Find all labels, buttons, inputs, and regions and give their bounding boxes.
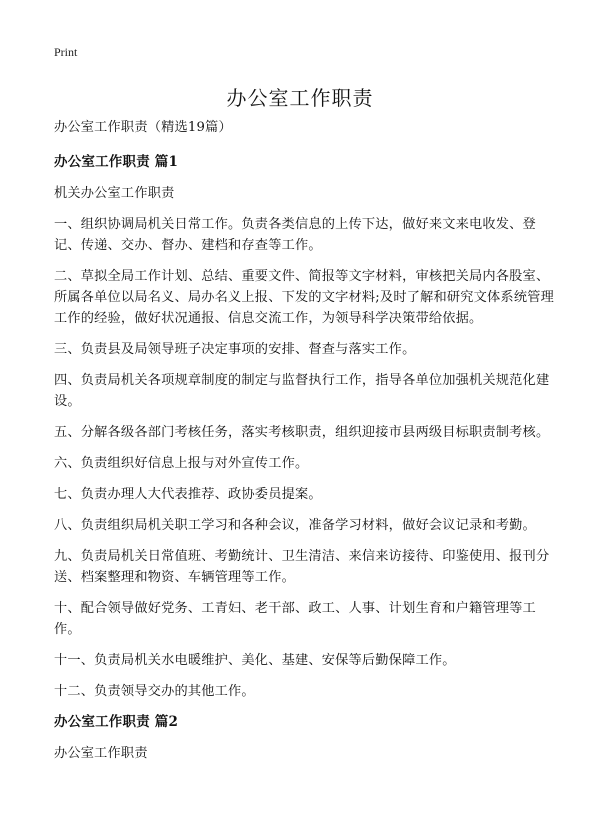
document-subtitle: 办公室工作职责（精选19篇）	[54, 120, 232, 135]
section-heading-1: 办公室工作职责 篇1	[54, 154, 179, 170]
duty-item-12: 十二、负责领导交办的其他工作。	[54, 684, 255, 699]
document-title: 办公室工作职责	[226, 86, 374, 110]
print-label: Print	[54, 45, 78, 59]
duty-item-7: 七、负责办理人大代表推荐、政协委员提案。	[54, 487, 322, 502]
duty-item-9: 九、负责局机关日常值班、考勤统计、卫生清洁、来信来访接待、印鉴使用、报刊分送、档案整理和物资、车辆管理等工作。	[54, 549, 550, 585]
duty-item-8: 八、负责组织局机关职工学习和各种会议，准备学习材料，做好会议记录和考勤。	[54, 518, 536, 533]
document-body	[54, 117, 554, 774]
section-heading-2: 办公室工作职责 篇2	[54, 714, 179, 730]
duty-item-11: 十一、负责局机关水电暖维护、美化、基建、安保等后勤保障工作。	[54, 653, 456, 668]
duty-item-3: 三、负责县及局领导班子决定事项的安排、督查与落实工作。	[54, 342, 416, 357]
duty-item-4: 四、负责局机关各项规章制度的制定与监督执行工作，指导各单位加强机关规范化建设。	[54, 373, 550, 409]
duty-item-1: 一、组织协调局机关日常工作。负责各类信息的上传下达，做好来文来电收发、登记、传递、交办、督办、建档和存查等工作。	[54, 217, 536, 253]
duty-item-6: 六、负责组织好信息上报与对外宣传工作。	[54, 456, 309, 471]
section-intro-1: 机关办公室工作职责	[54, 186, 175, 201]
duty-item-5: 五、分解各级各部门考核任务，落实考核职责，组织迎接市县两级目标职责制考核。	[54, 425, 550, 440]
duty-item-2: 二、草拟全局工作计划、总结、重要文件、简报等文字材料，审核把关局内各股室、所属各单位以局名义、局办名义上报、下发的文字材料;及时了解和研究文体系统管理工作的经验，做好状况通报、信息交流工作，为领导科学决策带给依据。	[54, 269, 554, 326]
section-intro-2: 办公室工作职责	[54, 746, 148, 761]
duty-item-10: 十、配合领导做好党务、工青妇、老干部、政工、人事、计划生育和户籍管理等工作。	[54, 601, 536, 637]
